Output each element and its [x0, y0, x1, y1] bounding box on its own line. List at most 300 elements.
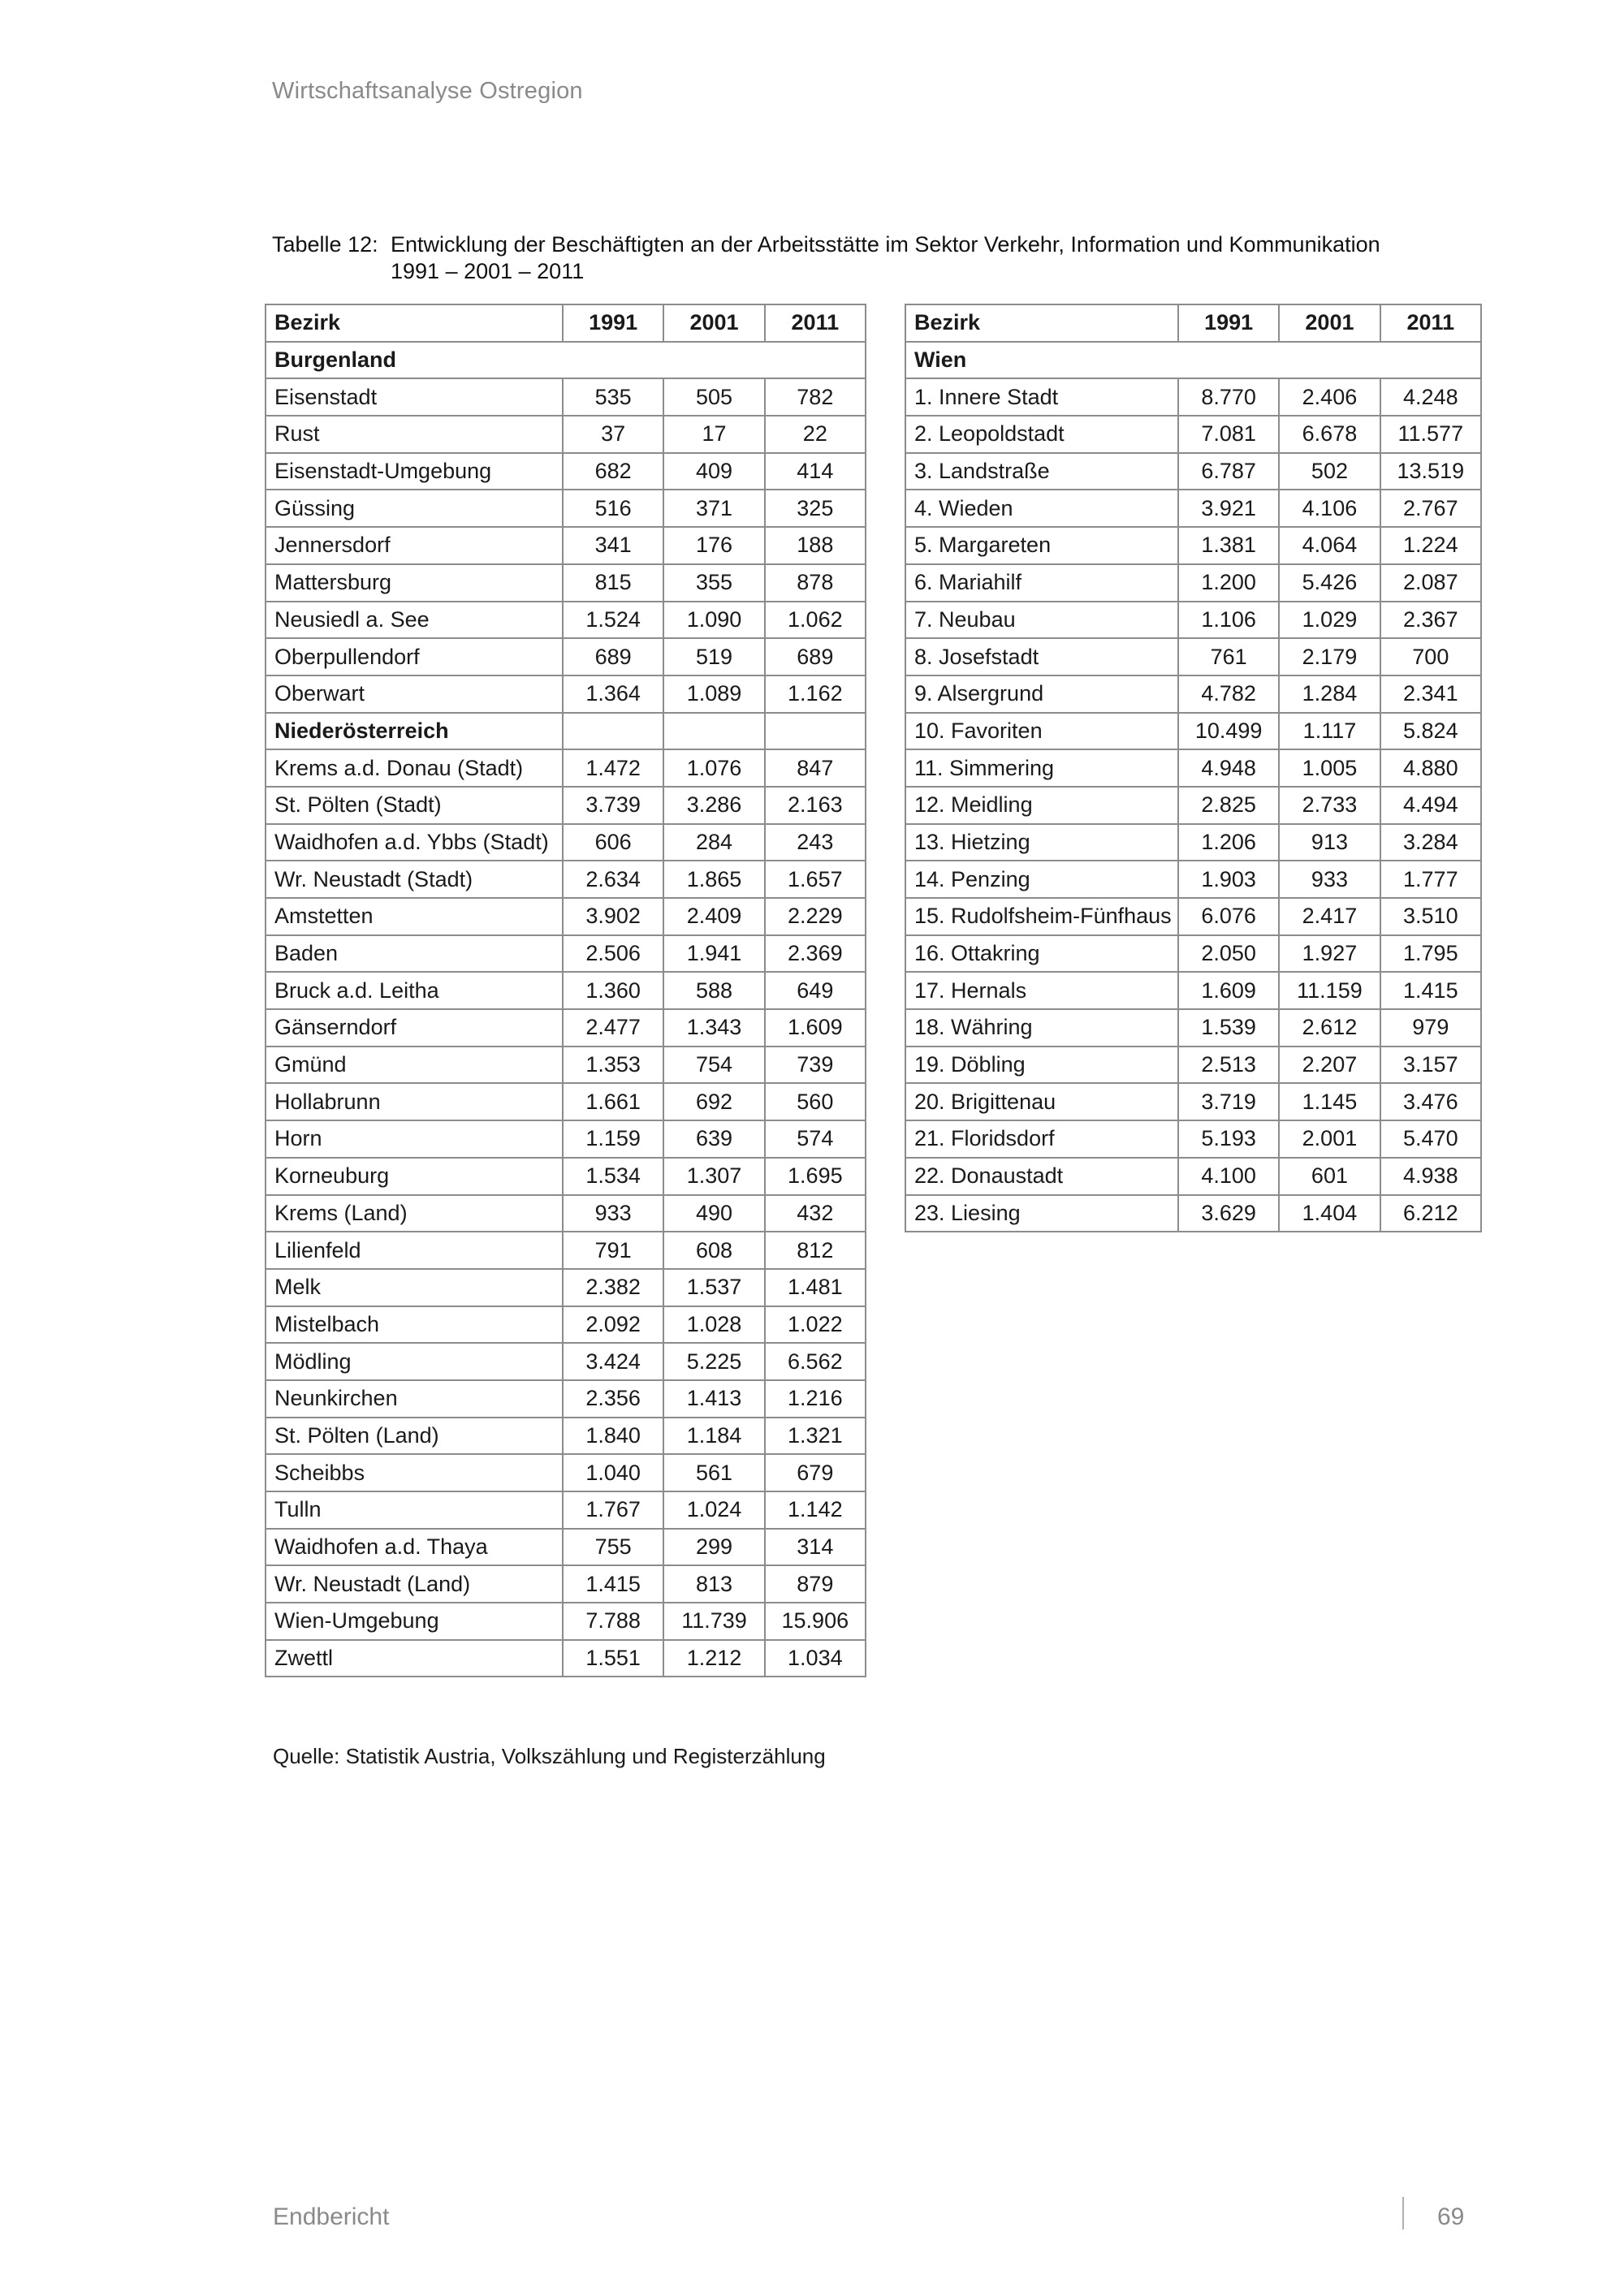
value-1991-cell: 1.206: [1178, 824, 1279, 861]
column-header-2011: 2011: [1380, 304, 1481, 342]
value-2001-cell: 1.941: [663, 935, 764, 973]
value-2001-cell: 1.090: [663, 602, 764, 639]
table-row: [266, 749, 866, 787]
table-row: [266, 602, 866, 639]
table-row: [266, 1565, 866, 1603]
value-2011-cell: 15.906: [765, 1603, 866, 1640]
district-name-cell: 23. Liesing: [905, 1195, 1178, 1232]
value-1991-cell: 3.424: [563, 1343, 663, 1380]
value-1991-cell: 1.551: [563, 1640, 663, 1677]
table-row: [905, 1120, 1481, 1158]
value-2001-cell: 1.184: [663, 1418, 764, 1455]
value-1991-cell: 3.739: [563, 787, 663, 824]
value-1991-cell: 535: [563, 378, 663, 416]
table-row: [266, 935, 866, 973]
value-1991-cell: 2.382: [563, 1269, 663, 1306]
value-2011-cell: 979: [1380, 1009, 1481, 1047]
value-2001-cell: 913: [1279, 824, 1380, 861]
value-2001-cell: 505: [663, 378, 764, 416]
value-2001-cell: 1.307: [663, 1158, 764, 1195]
source-note: Quelle: Statistik Austria, Volkszählung und Registerzählung: [273, 1744, 826, 1768]
value-2001-cell: 2.179: [1279, 638, 1380, 675]
value-2001-cell: 1.005: [1279, 749, 1380, 787]
table-row: [266, 1120, 866, 1158]
value-2011-cell: 700: [1380, 638, 1481, 675]
value-2011-cell: 432: [765, 1195, 866, 1232]
district-name-cell: 8. Josefstadt: [905, 638, 1178, 675]
value-1991-cell: 2.092: [563, 1306, 663, 1344]
table-row: [266, 824, 866, 861]
footer-label: Endbericht: [273, 2203, 390, 2230]
table-row: [905, 749, 1481, 787]
district-name-cell: Rust: [266, 416, 563, 453]
value-2011-cell: 649: [765, 972, 866, 1009]
value-2011-cell: 1.777: [1380, 861, 1481, 898]
district-name-cell: 16. Ottakring: [905, 935, 1178, 973]
district-name-cell: 7. Neubau: [905, 602, 1178, 639]
value-1991-cell: 761: [1178, 638, 1279, 675]
value-2001-cell: 813: [663, 1565, 764, 1603]
value-2001-cell: 2.001: [1279, 1120, 1380, 1158]
district-name-cell: Mistelbach: [266, 1306, 563, 1344]
table-row: [266, 453, 866, 490]
district-name-cell: Tulln: [266, 1491, 563, 1529]
value-2001-cell: 588: [663, 972, 764, 1009]
table-row: [905, 972, 1481, 1009]
value-2011-cell: 4.880: [1380, 749, 1481, 787]
value-2001-cell: 1.927: [1279, 935, 1380, 973]
table-row: [905, 1083, 1481, 1120]
value-2001-cell: 933: [1279, 861, 1380, 898]
table-row: [266, 1603, 866, 1640]
district-name-cell: Oberpullendorf: [266, 638, 563, 675]
value-1991-cell: 8.770: [1178, 378, 1279, 416]
table-row: [266, 527, 866, 564]
district-name-cell: 12. Meidling: [905, 787, 1178, 824]
district-name-cell: Korneuburg: [266, 1158, 563, 1195]
table-row: [266, 1047, 866, 1084]
value-1991-cell: 10.499: [1178, 713, 1279, 750]
value-2011-cell: 1.481: [765, 1269, 866, 1306]
group-row: [266, 342, 866, 379]
table-row: [905, 638, 1481, 675]
value-2011-cell: 243: [765, 824, 866, 861]
value-1991-cell: 1.903: [1178, 861, 1279, 898]
value-1991-cell: 37: [563, 416, 663, 453]
value-1991-cell: 3.629: [1178, 1195, 1279, 1232]
district-name-cell: 10. Favoriten: [905, 713, 1178, 750]
district-name-cell: Bruck a.d. Leitha: [266, 972, 563, 1009]
table-row: [266, 1158, 866, 1195]
table-row: [266, 1232, 866, 1269]
value-2011-cell: 414: [765, 453, 866, 490]
table-row: [905, 861, 1481, 898]
value-1991-cell: 1.767: [563, 1491, 663, 1529]
column-header-bezirk: Bezirk: [266, 304, 563, 342]
table-row: [266, 1083, 866, 1120]
value-2011-cell: 1.142: [765, 1491, 866, 1529]
value-2001-cell: 5.426: [1279, 564, 1380, 602]
value-1991-cell: 7.081: [1178, 416, 1279, 453]
value-2001-cell: 1.024: [663, 1491, 764, 1529]
value-1991-cell: 3.921: [1178, 490, 1279, 527]
empty-cell: [563, 713, 663, 750]
value-2001-cell: 692: [663, 1083, 764, 1120]
value-1991-cell: 5.193: [1178, 1120, 1279, 1158]
value-2011-cell: 4.938: [1380, 1158, 1481, 1195]
value-2001-cell: 519: [663, 638, 764, 675]
value-1991-cell: 2.506: [563, 935, 663, 973]
value-2001-cell: 1.028: [663, 1306, 764, 1344]
table-header-row: [266, 304, 866, 342]
value-2011-cell: 6.562: [765, 1343, 866, 1380]
value-1991-cell: 606: [563, 824, 663, 861]
value-1991-cell: 791: [563, 1232, 663, 1269]
group-label: Niederösterreich: [266, 713, 563, 750]
group-row: [905, 342, 1481, 379]
empty-cell: [663, 713, 764, 750]
value-2001-cell: 1.865: [663, 861, 764, 898]
table-row: [905, 416, 1481, 453]
table-row: [266, 416, 866, 453]
footer-divider: [1402, 2197, 1404, 2229]
value-1991-cell: 933: [563, 1195, 663, 1232]
value-2011-cell: 22: [765, 416, 866, 453]
table-row: [905, 602, 1481, 639]
table-row: [266, 490, 866, 527]
value-1991-cell: 4.948: [1178, 749, 1279, 787]
running-header: Wirtschaftsanalyse Ostregion: [272, 78, 583, 104]
value-1991-cell: 2.356: [563, 1380, 663, 1418]
value-2011-cell: 11.577: [1380, 416, 1481, 453]
district-name-cell: Horn: [266, 1120, 563, 1158]
value-2011-cell: 3.510: [1380, 898, 1481, 935]
district-name-cell: 3. Landstraße: [905, 453, 1178, 490]
district-name-cell: 14. Penzing: [905, 861, 1178, 898]
table-row: [905, 675, 1481, 713]
value-2001-cell: 639: [663, 1120, 764, 1158]
value-2011-cell: 1.022: [765, 1306, 866, 1344]
value-1991-cell: 1.381: [1178, 527, 1279, 564]
value-2001-cell: 1.145: [1279, 1083, 1380, 1120]
table-row: [266, 638, 866, 675]
value-2001-cell: 1.212: [663, 1640, 764, 1677]
value-2001-cell: 1.413: [663, 1380, 764, 1418]
value-2001-cell: 2.409: [663, 898, 764, 935]
value-1991-cell: 1.353: [563, 1047, 663, 1084]
district-name-cell: Waidhofen a.d. Ybbs (Stadt): [266, 824, 563, 861]
caption-text: Entwicklung der Beschäftigten an der Arbeitsstätte im Sektor Verkehr, Information und Kommunikation 1991 – 2001 – 2011: [391, 232, 1380, 283]
district-name-cell: Mattersburg: [266, 564, 563, 602]
table-row: [266, 378, 866, 416]
value-2011-cell: 325: [765, 490, 866, 527]
table-row: [266, 1640, 866, 1677]
table-burgenland-niederoesterreich: [265, 304, 866, 1677]
value-2001-cell: 754: [663, 1047, 764, 1084]
value-2001-cell: 2.207: [1279, 1047, 1380, 1084]
column-header-2001: 2001: [663, 304, 764, 342]
district-name-cell: Krems (Land): [266, 1195, 563, 1232]
table-row: [905, 564, 1481, 602]
value-1991-cell: 2.634: [563, 861, 663, 898]
value-2001-cell: 11.159: [1279, 972, 1380, 1009]
value-2011-cell: 2.341: [1380, 675, 1481, 713]
value-2011-cell: 1.162: [765, 675, 866, 713]
district-name-cell: 19. Döbling: [905, 1047, 1178, 1084]
value-2001-cell: 1.343: [663, 1009, 764, 1047]
value-1991-cell: 2.825: [1178, 787, 1279, 824]
value-2001-cell: 1.076: [663, 749, 764, 787]
value-2011-cell: 689: [765, 638, 866, 675]
table-row: [905, 378, 1481, 416]
value-2011-cell: 1.062: [765, 602, 866, 639]
value-2011-cell: 13.519: [1380, 453, 1481, 490]
value-1991-cell: 7.788: [563, 1603, 663, 1640]
district-name-cell: 5. Margareten: [905, 527, 1178, 564]
value-2001-cell: 1.284: [1279, 675, 1380, 713]
value-2001-cell: 176: [663, 527, 764, 564]
table-row: [905, 1009, 1481, 1047]
value-2011-cell: 3.157: [1380, 1047, 1481, 1084]
table-row: [905, 1047, 1481, 1084]
table-row: [266, 1454, 866, 1491]
value-2011-cell: 1.609: [765, 1009, 866, 1047]
value-2011-cell: 2.767: [1380, 490, 1481, 527]
district-name-cell: St. Pölten (Stadt): [266, 787, 563, 824]
table-row: [266, 564, 866, 602]
value-2011-cell: 3.284: [1380, 824, 1481, 861]
value-2011-cell: 6.212: [1380, 1195, 1481, 1232]
table-row: [266, 972, 866, 1009]
value-1991-cell: 3.902: [563, 898, 663, 935]
district-name-cell: Gmünd: [266, 1047, 563, 1084]
table-row: [905, 1195, 1481, 1232]
value-1991-cell: 1.040: [563, 1454, 663, 1491]
value-1991-cell: 1.200: [1178, 564, 1279, 602]
value-1991-cell: 1.840: [563, 1418, 663, 1455]
table-row: [905, 453, 1481, 490]
table-row: [266, 1418, 866, 1455]
value-1991-cell: 1.524: [563, 602, 663, 639]
value-2001-cell: 561: [663, 1454, 764, 1491]
table-row: [905, 527, 1481, 564]
district-name-cell: Krems a.d. Donau (Stadt): [266, 749, 563, 787]
table-row: [266, 675, 866, 713]
value-1991-cell: 1.661: [563, 1083, 663, 1120]
table-row: [905, 935, 1481, 973]
district-name-cell: Mödling: [266, 1343, 563, 1380]
district-name-cell: Lilienfeld: [266, 1232, 563, 1269]
district-name-cell: 13. Hietzing: [905, 824, 1178, 861]
value-2011-cell: 2.369: [765, 935, 866, 973]
column-header-2011: 2011: [765, 304, 866, 342]
value-1991-cell: 689: [563, 638, 663, 675]
value-2001-cell: 608: [663, 1232, 764, 1269]
value-2001-cell: 2.612: [1279, 1009, 1380, 1047]
value-2011-cell: 4.494: [1380, 787, 1481, 824]
value-2011-cell: 4.248: [1380, 378, 1481, 416]
district-name-cell: Hollabrunn: [266, 1083, 563, 1120]
district-name-cell: 21. Floridsdorf: [905, 1120, 1178, 1158]
value-1991-cell: 1.364: [563, 675, 663, 713]
district-name-cell: Zwettl: [266, 1640, 563, 1677]
district-name-cell: Jennersdorf: [266, 527, 563, 564]
value-2001-cell: 409: [663, 453, 764, 490]
value-2001-cell: 4.064: [1279, 527, 1380, 564]
district-name-cell: Amstetten: [266, 898, 563, 935]
district-name-cell: 6. Mariahilf: [905, 564, 1178, 602]
value-2011-cell: 188: [765, 527, 866, 564]
value-1991-cell: 1.539: [1178, 1009, 1279, 1047]
value-2001-cell: 5.225: [663, 1343, 764, 1380]
value-2011-cell: 878: [765, 564, 866, 602]
district-name-cell: Güssing: [266, 490, 563, 527]
value-2011-cell: 1.034: [765, 1640, 866, 1677]
value-2001-cell: 1.537: [663, 1269, 764, 1306]
table-row: [905, 898, 1481, 935]
table-row: [266, 1529, 866, 1566]
value-2001-cell: 6.678: [1279, 416, 1380, 453]
value-1991-cell: 815: [563, 564, 663, 602]
table-row: [266, 861, 866, 898]
value-2011-cell: 3.476: [1380, 1083, 1481, 1120]
group-row: [266, 713, 866, 750]
value-1991-cell: 1.534: [563, 1158, 663, 1195]
district-name-cell: Melk: [266, 1269, 563, 1306]
value-2001-cell: 4.106: [1279, 490, 1380, 527]
district-name-cell: 11. Simmering: [905, 749, 1178, 787]
value-2011-cell: 679: [765, 1454, 866, 1491]
value-2011-cell: 2.163: [765, 787, 866, 824]
value-2001-cell: 2.733: [1279, 787, 1380, 824]
district-name-cell: Wr. Neustadt (Land): [266, 1565, 563, 1603]
value-2001-cell: 601: [1279, 1158, 1380, 1195]
table-row: [905, 1158, 1481, 1195]
table-row: [266, 1009, 866, 1047]
district-name-cell: St. Pölten (Land): [266, 1418, 563, 1455]
value-2001-cell: 299: [663, 1529, 764, 1566]
district-name-cell: Oberwart: [266, 675, 563, 713]
value-2011-cell: 782: [765, 378, 866, 416]
value-1991-cell: 1.415: [563, 1565, 663, 1603]
table-row: [266, 1380, 866, 1418]
district-name-cell: Neusiedl a. See: [266, 602, 563, 639]
value-1991-cell: 1.472: [563, 749, 663, 787]
value-2011-cell: 1.224: [1380, 527, 1481, 564]
district-name-cell: 22. Donaustadt: [905, 1158, 1178, 1195]
value-2011-cell: 574: [765, 1120, 866, 1158]
district-name-cell: Gänserndorf: [266, 1009, 563, 1047]
column-header-1991: 1991: [563, 304, 663, 342]
district-name-cell: 15. Rudolfsheim-Fünfhaus: [905, 898, 1178, 935]
value-1991-cell: 755: [563, 1529, 663, 1566]
value-2011-cell: 2.087: [1380, 564, 1481, 602]
district-name-cell: Eisenstadt: [266, 378, 563, 416]
value-1991-cell: 1.609: [1178, 972, 1279, 1009]
district-name-cell: 20. Brigittenau: [905, 1083, 1178, 1120]
table-row: [905, 787, 1481, 824]
group-label: Wien: [905, 342, 1481, 379]
table-caption: [272, 231, 1409, 285]
table-row: [266, 1343, 866, 1380]
value-2011-cell: 1.321: [765, 1418, 866, 1455]
value-1991-cell: 6.787: [1178, 453, 1279, 490]
table-row: [905, 824, 1481, 861]
district-name-cell: Neunkirchen: [266, 1380, 563, 1418]
table-header-row: [905, 304, 1481, 342]
value-1991-cell: 1.106: [1178, 602, 1279, 639]
district-name-cell: Scheibbs: [266, 1454, 563, 1491]
value-2001-cell: 11.739: [663, 1603, 764, 1640]
value-2011-cell: 847: [765, 749, 866, 787]
district-name-cell: Eisenstadt-Umgebung: [266, 453, 563, 490]
value-1991-cell: 516: [563, 490, 663, 527]
caption-label: Tabelle 12:: [272, 232, 378, 257]
value-2001-cell: 17: [663, 416, 764, 453]
district-name-cell: 2. Leopoldstadt: [905, 416, 1178, 453]
value-2011-cell: 812: [765, 1232, 866, 1269]
district-name-cell: Waidhofen a.d. Thaya: [266, 1529, 563, 1566]
table-wien: [905, 304, 1482, 1232]
value-2001-cell: 3.286: [663, 787, 764, 824]
table-row: [266, 1491, 866, 1529]
value-2011-cell: 560: [765, 1083, 866, 1120]
value-1991-cell: 4.782: [1178, 675, 1279, 713]
table-row: [266, 1306, 866, 1344]
district-name-cell: 18. Währing: [905, 1009, 1178, 1047]
district-name-cell: Wr. Neustadt (Stadt): [266, 861, 563, 898]
value-1991-cell: 2.477: [563, 1009, 663, 1047]
district-name-cell: 1. Innere Stadt: [905, 378, 1178, 416]
value-1991-cell: 2.050: [1178, 935, 1279, 973]
value-2001-cell: 284: [663, 824, 764, 861]
value-2011-cell: 1.415: [1380, 972, 1481, 1009]
value-2011-cell: 1.216: [765, 1380, 866, 1418]
value-2001-cell: 1.029: [1279, 602, 1380, 639]
value-2011-cell: 739: [765, 1047, 866, 1084]
value-2001-cell: 1.404: [1279, 1195, 1380, 1232]
value-1991-cell: 2.513: [1178, 1047, 1279, 1084]
table-row: [905, 490, 1481, 527]
value-2001-cell: 1.089: [663, 675, 764, 713]
table-row: [905, 713, 1481, 750]
value-2001-cell: 2.417: [1279, 898, 1380, 935]
value-2001-cell: 355: [663, 564, 764, 602]
column-header-2001: 2001: [1279, 304, 1380, 342]
value-1991-cell: 682: [563, 453, 663, 490]
value-2011-cell: 5.470: [1380, 1120, 1481, 1158]
district-name-cell: 9. Alsergrund: [905, 675, 1178, 713]
value-1991-cell: 341: [563, 527, 663, 564]
value-2001-cell: 371: [663, 490, 764, 527]
empty-cell: [765, 713, 866, 750]
value-2011-cell: 879: [765, 1565, 866, 1603]
column-header-1991: 1991: [1178, 304, 1279, 342]
value-2011-cell: 5.824: [1380, 713, 1481, 750]
group-label: Burgenland: [266, 342, 866, 379]
page-number: 69: [1437, 2203, 1465, 2230]
table-row: [266, 1269, 866, 1306]
value-2011-cell: 314: [765, 1529, 866, 1566]
table-row: [266, 787, 866, 824]
value-2011-cell: 2.229: [765, 898, 866, 935]
value-1991-cell: 4.100: [1178, 1158, 1279, 1195]
value-2011-cell: 1.695: [765, 1158, 866, 1195]
district-name-cell: 4. Wieden: [905, 490, 1178, 527]
value-2011-cell: 1.795: [1380, 935, 1481, 973]
value-1991-cell: 1.159: [563, 1120, 663, 1158]
value-1991-cell: 3.719: [1178, 1083, 1279, 1120]
